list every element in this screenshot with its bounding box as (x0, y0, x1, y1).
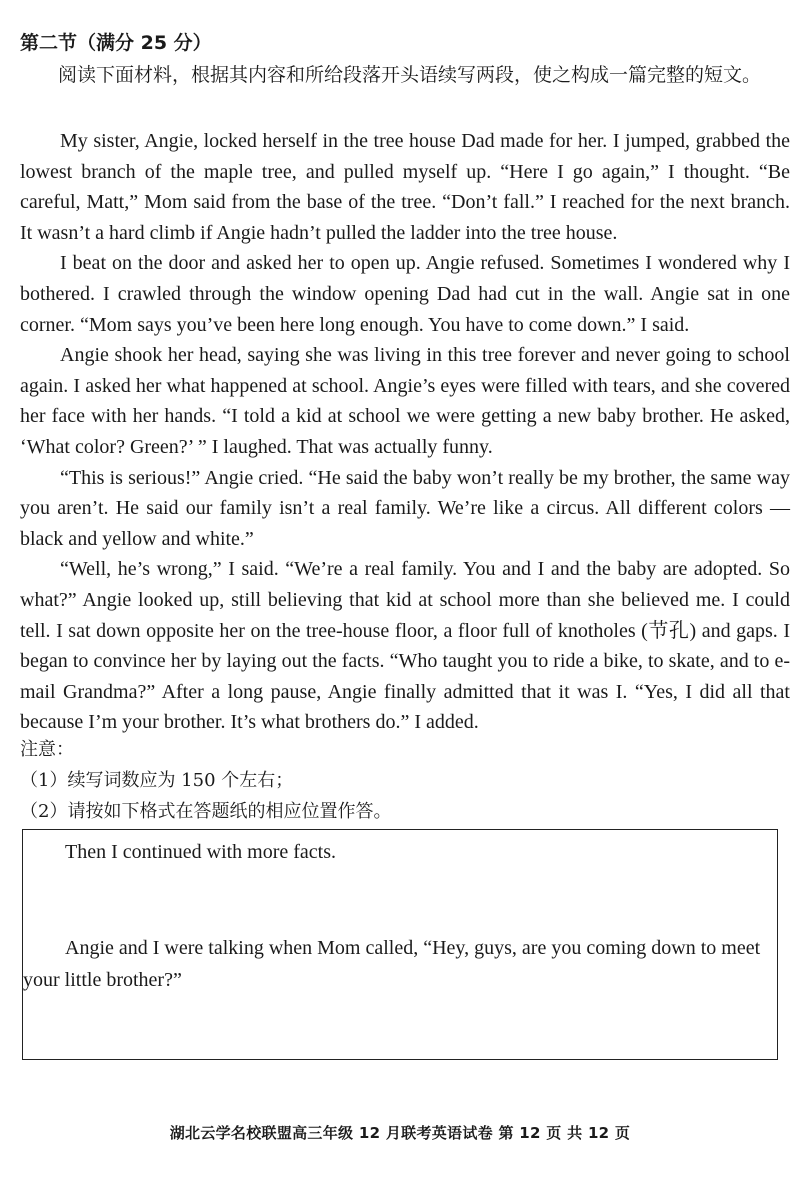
note-item-2: （2）请按如下格式在答题纸的相应位置作答。 (20, 801, 392, 822)
notes-section (20, 734, 790, 827)
note-item-1: （1）续写词数应为 150 个左右； (20, 770, 294, 791)
page-footer: 湖北云学名校联盟高三年级 12 月联考英语试卷 第 12 页 共 12 页 (169, 1124, 631, 1142)
section-title: 第二节（满分 25 分） (20, 32, 212, 54)
paragraph-starter-1: Then I continued with more facts. (65, 841, 337, 863)
answer-box[interactable] (22, 829, 778, 1060)
passage-paragraph-3: Angie shook her head, saying she was living in this tree forever and never going to school again. I asked her what happened at school. Angie’s eyes were filled with tears, and she covered her face with her hands. “I told a kid at school we were getting a new baby brother. He asked, ‘What color? Green?’ ” I laughed. That was actually funny. (20, 344, 790, 458)
notes-heading: 注意： (20, 739, 74, 760)
reading-passage (20, 126, 790, 738)
passage-paragraph-1: My sister, Angie, locked herself in the tree house Dad made for her. I jumped, grabbed the lowest branch of the maple tree, and pulled myself up. “Here I go again,” I thought. “Be careful, Matt,” Mom said from the base of the tree. “Don’t fall.” I reached for the next branch. It wasn’t a hard climb if Angie hadn’t pulled the ladder into the tree house. (20, 130, 790, 244)
passage-paragraph-2: I beat on the door and asked her to open up. Angie refused. Sometimes I wondered why I bothered. I crawled through the window opening Dad had cut in the wall. Angie sat in one corner. “Mom says you’ve been here long enough. You have to come down.” I said. (20, 252, 790, 336)
paragraph-starter-2: Angie and I were talking when Mom called, “Hey, guys, are you coming down to meet your little brother?” (23, 937, 761, 991)
instructions: 阅读下面材料，根据其内容和所给段落开头语续写两段，使之构成一篇完整的短文。 (58, 64, 762, 86)
passage-paragraph-5: “Well, he’s wrong,” I said. “We’re a real family. You and I and the baby are adopted. So what?” Angie looked up, still believing that kid at school more than she believed me. I could tell. I sat down opposite her on the tree-house floor, a floor full of knotholes (节孔) and gaps. I began to convince her by laying out the facts. “Who taught you to ride a bike, to skate, and to e-mail Grandma?” After a long pause, Angie finally admitted that it was I. “Yes, I did all that because I’m your brother. It’s what brothers do.” I added. (20, 558, 790, 734)
passage-paragraph-4: “This is serious!” Angie cried. “He said the baby won’t really be my brother, the same way you aren’t. He said our family isn’t a real family. We’re like a circus. All different colors — black and yellow and white.” (20, 466, 790, 550)
